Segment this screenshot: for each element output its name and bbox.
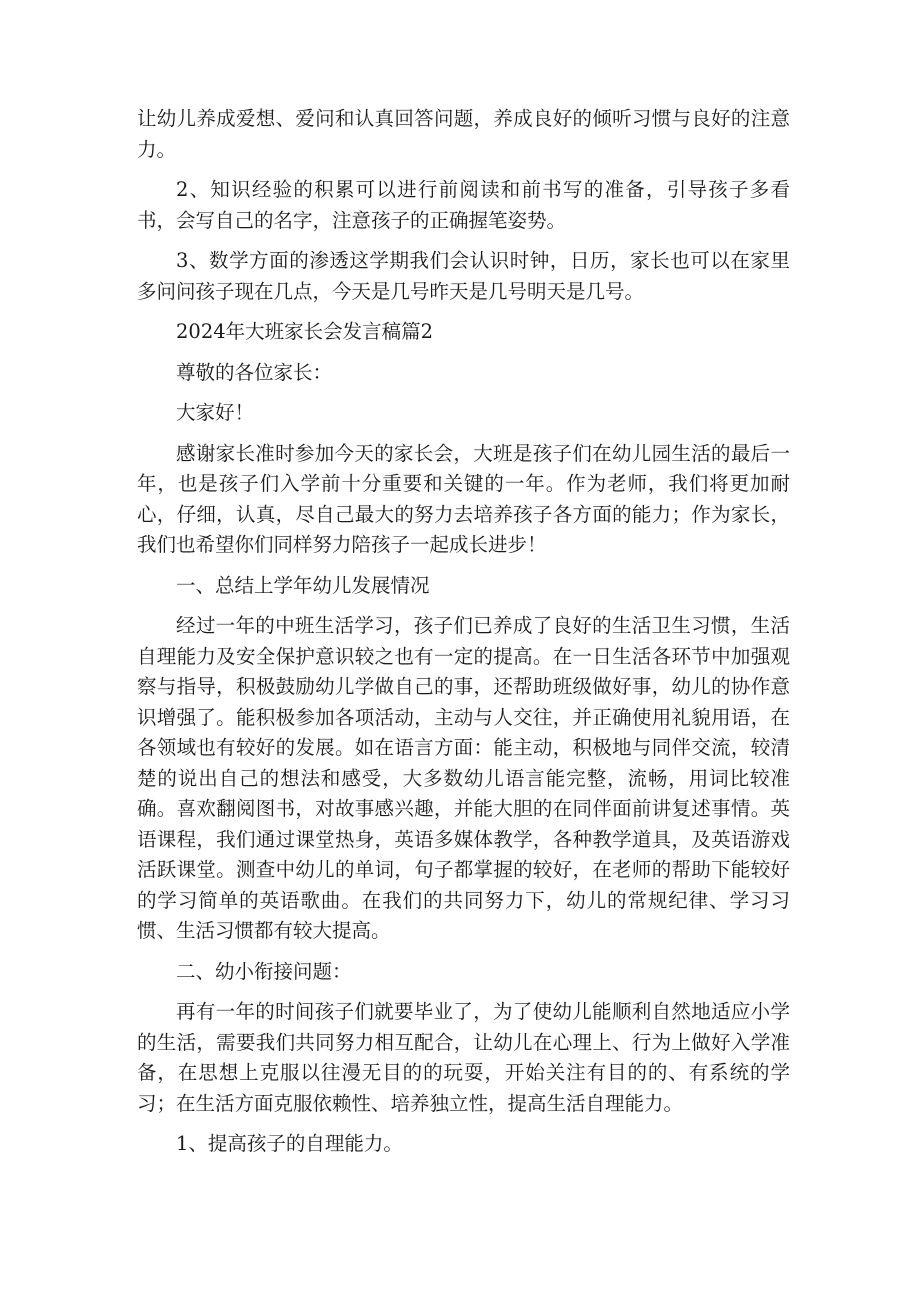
- salutation: 尊敬的各位家长：: [176, 360, 333, 384]
- list-item-self-care: 1、提高孩子的自理能力。: [176, 1132, 403, 1155]
- greeting: 大家好！: [176, 401, 255, 424]
- paragraph-summary: 经过一年的中班生活学习，孩子们已养成了良好的生活卫生习惯，生活自理能力及安全保护意识较之也有一定的提高。在一日生活各环节中加强观察与指导，积极鼓励幼儿学做自己的事，还帮助班级做好事，幼儿的协作意识增强了。能积极参加各项活动，主动与人交往，并正确使用礼貌用语，在各领域也有较好的发展。如在语言方面：能主动，积极地与同伴交流，较清楚的说出自己的想法和感受，大多数幼儿语言能完整，流畅，用词比较准确。喜欢翻阅图书，对故事感兴趣，并能大胆的在同伴面前讲复述事情。英语课程，我们通过课堂热身，英语多媒体教学，各种教学道具，及英语游戏活跃课堂。测查中幼儿的单词，句子都掌握的较好，在老师的帮助下能较好的学习简单的英语歌曲。在我们的共同努力下，幼儿的常规纪律、学习习惯、生活习惯都有较大提高。: [137, 614, 790, 942]
- paragraph-transition: 再有一年的时间孩子们就要毕业了，为了使幼儿能顺利自然地适应小学的生活，需要我们共同努力相互配合，让幼儿在心理上、行为上做好入学准备，在思想上克服以往漫无目的的玩耍，开始关注有目的的、有系统的学习；在生活方面克服依赖性、培养独立性，提高生活自理能力。: [137, 1000, 790, 1115]
- heading-summary: 一、总结上学年幼儿发展情况: [176, 573, 430, 597]
- document-body: [137, 104, 790, 1160]
- heading-transition: 二、幼小衔接问题：: [176, 959, 352, 983]
- section-title: 2024年大班家长会发言稿篇2: [176, 320, 434, 343]
- paragraph-continued: 让幼儿养成爱想、爱问和认真回答问题，养成良好的倾听习惯与良好的注意力。: [137, 107, 790, 161]
- paragraph-math: 3、数学方面的渗透这学期我们会认识时钟，日历，家长也可以在家里多问问孩子现在几点，今天是几号昨天是几号明天是几号。: [137, 249, 790, 303]
- paragraph-knowledge: 2、知识经验的积累可以进行前阅读和前书写的准备，引导孩子多看书，会写自己的名字，注意孩子的正确握笔姿势。: [137, 178, 790, 232]
- paragraph-thanks: 感谢家长准时参加今天的家长会，大班是孩子们在幼儿园生活的最后一年，也是孩子们入学前十分重要和关键的一年。作为老师，我们将更加耐心，仔细，认真，尽自己最大的努力去培养孩子各方面的能力；作为家长，我们也希望你们同样努力陪孩子一起成长进步！: [137, 441, 790, 556]
